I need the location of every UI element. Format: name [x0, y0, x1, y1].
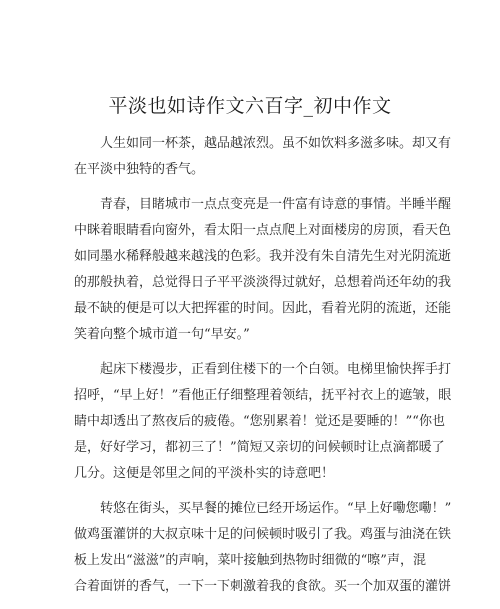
- text-line: 笑着向整个城市道一句“早安。”: [74, 327, 250, 342]
- text-line: 睛中却透出了熬夜后的疲倦。“您别累着！觉还是要睡的！”“你也: [74, 414, 445, 429]
- text-line: 合着面饼的香气，一下一下刺激着我的食欲。买一个加双蛋的灌饼: [74, 579, 452, 594]
- text-line: 几分。这便是邻里之间的平淡朴实的诗意吧！: [74, 466, 335, 481]
- text-line: 青春，目睹城市一点点变亮是一件富有诗意的事情。半睡半醒: [74, 197, 452, 212]
- article-title: 平淡也如诗作文六百字_初中作文: [108, 95, 392, 117]
- text-line: 人生如同一杯茶，越品越浓烈。虽不如饮料多滋多味。却又有: [74, 136, 452, 151]
- text-line: 在平淡中独特的香气。: [74, 162, 205, 177]
- text-line: 中眯着眼睛看向窗外，看太阳一点点爬上对面楼房的房顶，看天色: [74, 223, 452, 238]
- paragraph: [74, 131, 452, 183]
- text-line: 做鸡蛋灌饼的大叔京味十足的问候顿时吸引了我。鸡蛋与油浇在铁: [74, 527, 452, 542]
- paragraph: [74, 192, 452, 348]
- paragraph: [74, 496, 452, 600]
- paragraph: [74, 357, 452, 487]
- text-line: 转悠在街头，买早餐的摊位已经开场运作。“早上好嘞您嘞！”: [74, 501, 452, 516]
- text-line: 起床下楼漫步，正看到住楼下的一个白领。电梯里愉快挥手打: [74, 362, 452, 377]
- text-line: 如同墨水稀释般越来越浅的色彩。我并没有朱自清先生对光阴流逝: [74, 249, 452, 264]
- text-line: 招呼，“早上好！”看他正仔细整理着领结，抚平衬衣上的遮皱，眼: [74, 388, 452, 403]
- text-line: 板上发出“滋滋”的声响，菜叶接触到热物时细微的“嚓”声，混: [74, 553, 426, 568]
- text-line: 的那般执着，总觉得日子平平淡淡得过就好，总想着尚还年幼的我: [74, 275, 452, 290]
- article-body: [74, 131, 452, 609]
- text-line: 是，好好学习，都初三了！”简短又亲切的问候顿时让点滴都暖了: [74, 440, 445, 455]
- text-line: 最不缺的便是可以大把挥霍的时间。因此，看着光阴的流逝，还能: [74, 301, 452, 316]
